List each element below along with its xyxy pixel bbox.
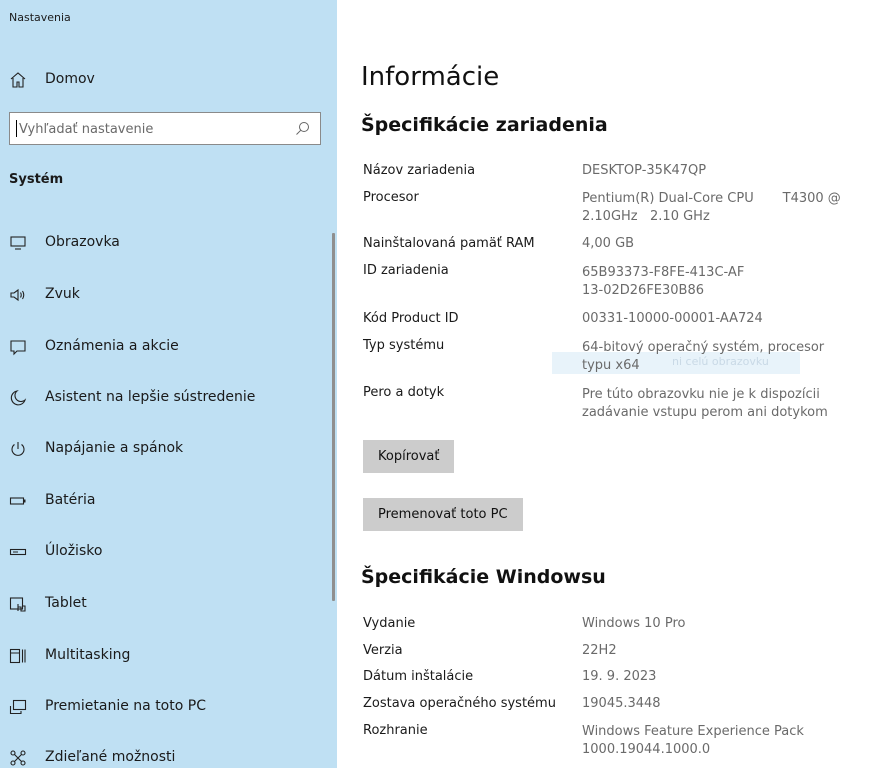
overlay-tooltip: ni celú obrazovku — [552, 352, 800, 374]
spec-label: Kód Product ID — [363, 311, 459, 326]
rename-pc-button[interactable]: Premenovať toto PC — [363, 498, 523, 531]
device-specs-heading: Špecifikácie zariadenia — [361, 114, 608, 136]
sidebar-item-zdielane[interactable] — [0, 738, 337, 768]
spec-value: Windows Feature Experience Pack 1000.19044.1000.0 — [582, 724, 804, 757]
sidebar-item-napajanie[interactable] — [0, 429, 337, 469]
section-title: Systém — [9, 172, 64, 187]
sidebar-item-obrazovka[interactable] — [0, 223, 337, 263]
projecting-icon — [9, 698, 27, 716]
sidebar-item-bateria[interactable] — [0, 481, 337, 521]
spec-label: Procesor — [363, 190, 419, 205]
sidebar-item-label: Premietanie na toto PC — [45, 698, 206, 714]
spec-label: Nainštalovaná pamäť RAM — [363, 236, 535, 251]
sidebar-item-zvuk[interactable] — [0, 275, 337, 315]
sidebar-item-label: Multitasking — [45, 647, 131, 663]
sidebar-item-multitasking[interactable] — [0, 636, 337, 676]
sidebar-item-label: Batéria — [45, 492, 96, 508]
battery-icon — [9, 492, 27, 510]
spec-value: Windows 10 Pro — [582, 616, 686, 631]
sidebar-item-label: Úložisko — [45, 543, 103, 559]
spec-label: Dátum inštalácie — [363, 669, 474, 684]
spec-label: ID zariadenia — [363, 263, 449, 278]
home-icon — [9, 71, 27, 89]
windows-specs-heading: Špecifikácie Windowsu — [361, 566, 606, 588]
spec-value: 4,00 GB — [582, 236, 635, 251]
sidebar-item-label: Oznámenia a akcie — [45, 338, 179, 354]
multitasking-icon — [9, 647, 27, 665]
sidebar-item-asistent[interactable] — [0, 378, 337, 418]
spec-label: Vydanie — [363, 616, 416, 631]
spec-label: Typ systému — [363, 338, 445, 353]
sidebar-item-label: Tablet — [45, 595, 87, 611]
spec-label: Názov zariadenia — [363, 163, 476, 178]
sidebar-scrollbar[interactable] — [332, 233, 335, 601]
search-box[interactable] — [9, 112, 321, 145]
sidebar-item-oznamenia[interactable] — [0, 327, 337, 367]
search-input[interactable] — [19, 118, 289, 140]
spec-value: 65B93373-F8FE-413C-AF13-02D26FE30B86 — [582, 265, 745, 298]
spec-label: Pero a dotyk — [363, 385, 445, 400]
spec-value: 19. 9. 2023 — [582, 669, 657, 684]
sidebar-item-label: Asistent na lepšie sústredenie — [45, 389, 256, 405]
spec-value: 19045.3448 — [582, 696, 661, 711]
sidebar-item-label: Napájanie a spánok — [45, 440, 184, 456]
sidebar-item-premietanie[interactable] — [0, 687, 337, 727]
sidebar-item-label: Zdieľané možnosti — [45, 749, 176, 765]
spec-value: 22H2 — [582, 643, 617, 658]
home-link[interactable] — [0, 60, 337, 98]
shared-icon — [9, 749, 27, 767]
spec-label: Verzia — [363, 643, 403, 658]
text-caret — [16, 120, 17, 137]
copy-button[interactable]: Kopírovať — [363, 440, 454, 473]
spec-value: DESKTOP-35K47QP — [582, 163, 707, 178]
spec-value: Pentium(R) Dual-Core CPU T4300 @ 2.10GHz 2.10 GHz — [582, 191, 845, 224]
sidebar-item-ulozisko[interactable] — [0, 532, 337, 572]
spec-label: Zostava operačného systému — [363, 696, 556, 711]
spec-value: Pre túto obrazovku nie je k dispozícii zadávanie vstupu perom ani dotykom — [582, 387, 828, 420]
tablet-icon — [9, 595, 27, 613]
page-title: Informácie — [361, 62, 500, 92]
monitor-icon — [9, 234, 27, 252]
sidebar-item-label: Zvuk — [45, 286, 80, 302]
notifications-icon — [9, 338, 27, 356]
moon-icon — [9, 389, 27, 407]
search-icon — [295, 121, 310, 136]
main-content — [337, 0, 884, 768]
sidebar-item-tablet[interactable] — [0, 584, 337, 624]
sidebar — [0, 0, 337, 768]
spec-label: Rozhranie — [363, 723, 428, 738]
home-label: Domov — [45, 71, 95, 87]
storage-icon — [9, 543, 27, 561]
power-icon — [9, 440, 27, 458]
app-title: Nastavenia — [9, 11, 71, 24]
speaker-icon — [9, 286, 27, 304]
spec-value: 64-bitový operačný systém, procesor typu x64 — [582, 340, 825, 373]
spec-value: 00331-10000-00001-AA724 — [582, 311, 763, 326]
sidebar-item-label: Obrazovka — [45, 234, 120, 250]
